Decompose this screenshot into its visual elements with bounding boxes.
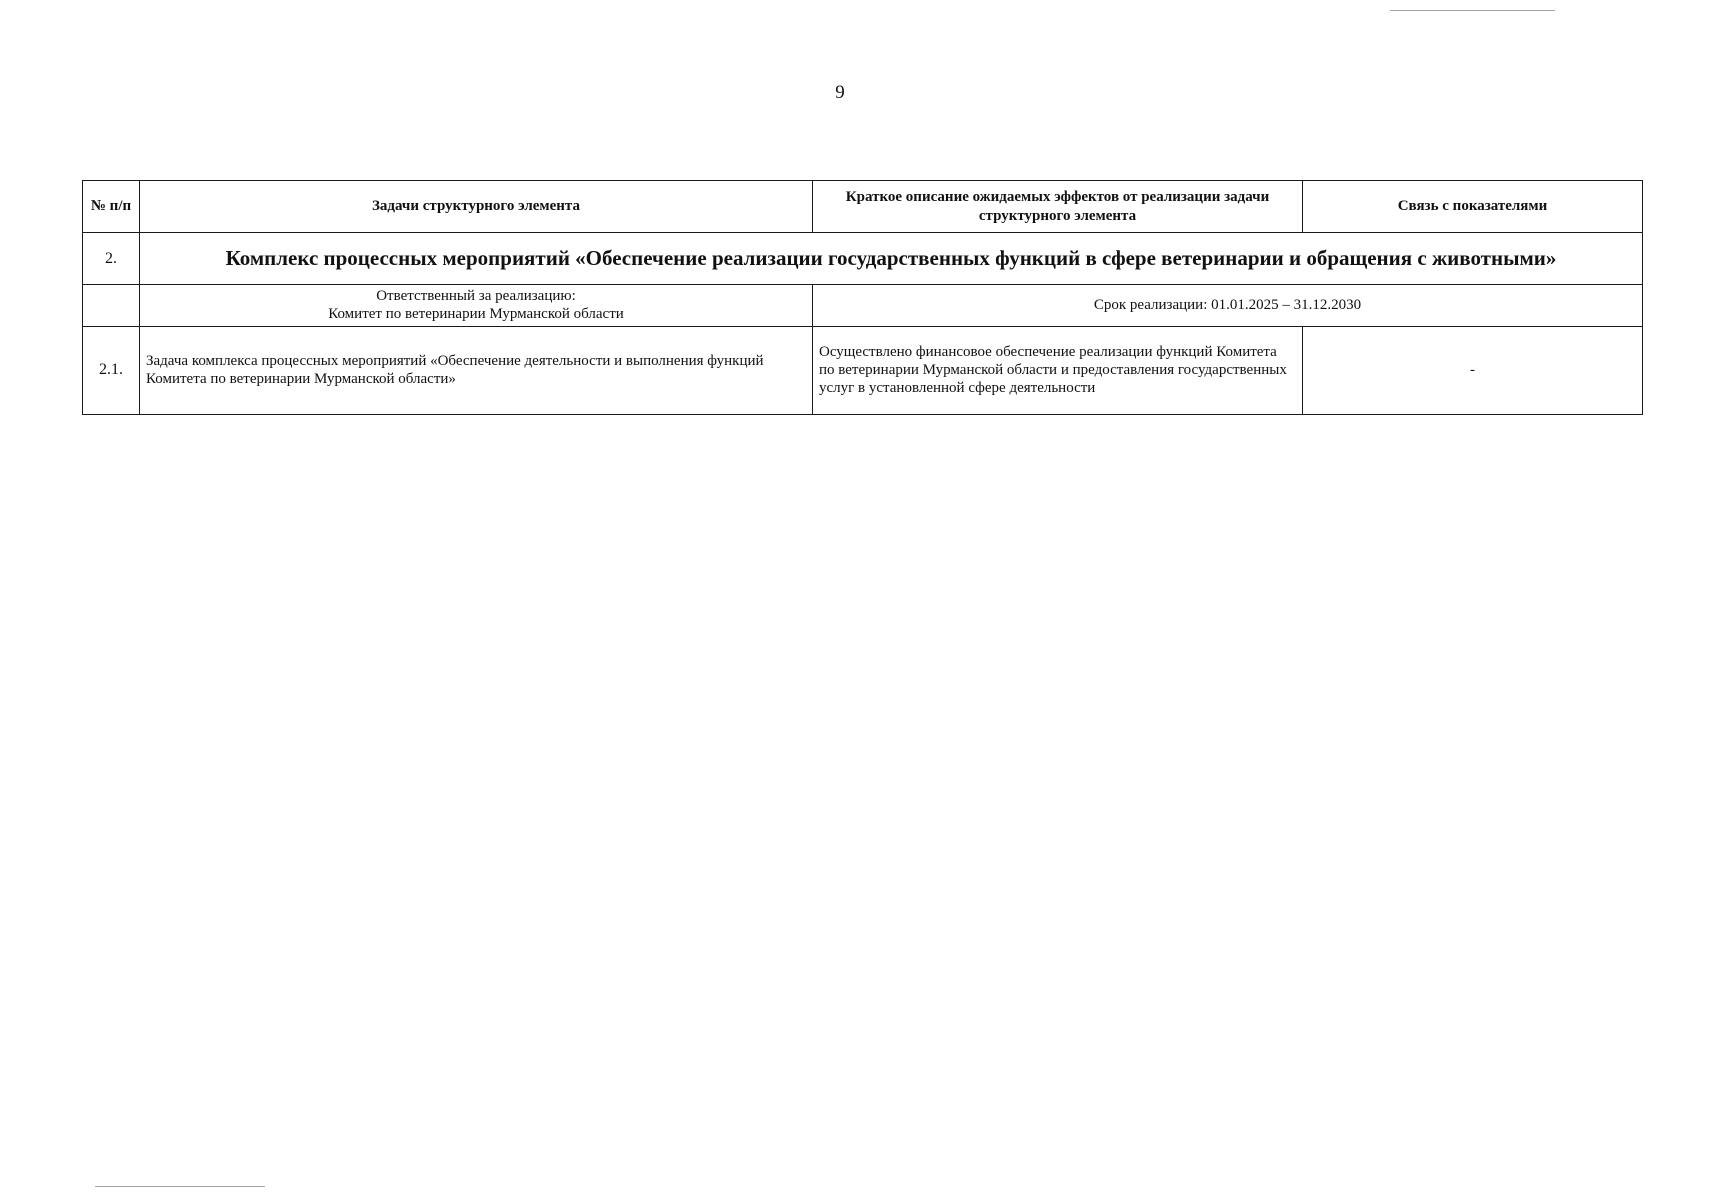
empty-cell bbox=[83, 285, 140, 327]
header-tasks: Задачи структурного элемента bbox=[140, 181, 813, 233]
header-row bbox=[83, 181, 1643, 233]
responsible-cell bbox=[140, 285, 813, 327]
scan-artifact-bottom bbox=[95, 1186, 265, 1187]
responsible-label: Ответственный за реализацию: bbox=[376, 288, 576, 304]
task-number: 2.1. bbox=[83, 326, 140, 414]
task-indicator-link: - bbox=[1303, 326, 1643, 414]
responsible-name: Комитет по ветеринарии Мурманской области bbox=[328, 306, 624, 323]
section-number: 2. bbox=[83, 233, 140, 285]
header-effects: Краткое описание ожидаемых эффектов от реализации задачи структурного элемента bbox=[813, 181, 1303, 233]
header-link: Связь с показателями bbox=[1303, 181, 1643, 233]
task-effect: Осуществлено финансовое обеспечение реализации функций Комитета по ветеринарии Мурманской области и предоставления государственных услуг в установленной сфере деятельности bbox=[813, 326, 1303, 414]
task-description: Задача комплекса процессных мероприятий «Обеспечение деятельности и выполнения функций Комитета по ветеринарии Мурманской области» bbox=[140, 326, 813, 414]
scan-artifact-top bbox=[1390, 10, 1555, 11]
period-cell: Срок реализации: 01.01.2025 – 31.12.2030 bbox=[813, 285, 1643, 327]
task-row bbox=[83, 326, 1643, 414]
section-row bbox=[83, 233, 1643, 285]
section-title: Комплекс процессных мероприятий «Обеспечение реализации государственных функций в сфере ветеринарии и обращения с животными» bbox=[140, 233, 1643, 285]
tasks-table bbox=[82, 180, 1643, 415]
page-number: 9 bbox=[835, 82, 845, 103]
header-num: № п/п bbox=[83, 181, 140, 233]
responsible-row bbox=[83, 285, 1643, 327]
